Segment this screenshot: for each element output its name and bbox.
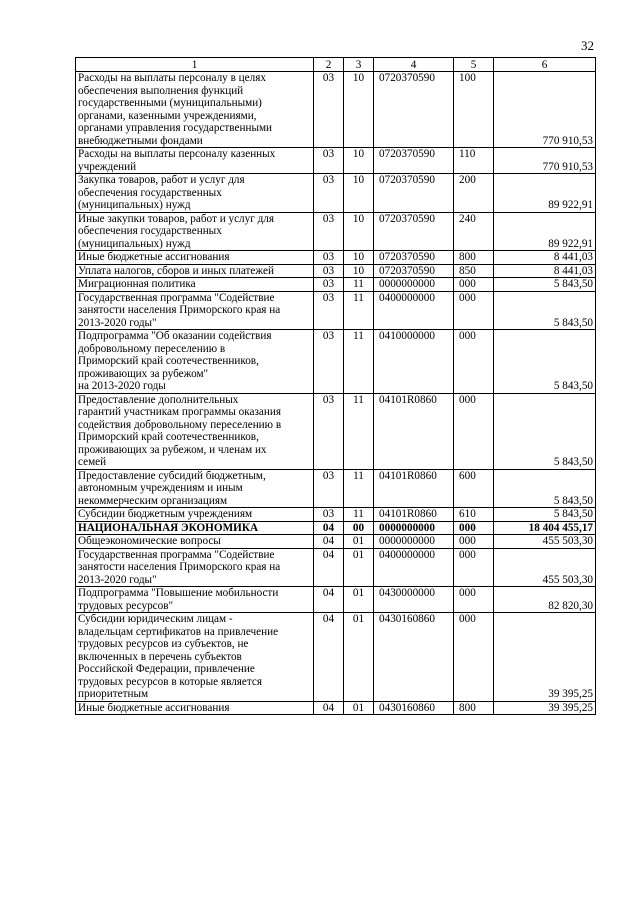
row-target-article-cell: 0720370590 bbox=[374, 212, 454, 251]
row-name-cell: Государственная программа "Содействие занятости населения Приморского края на 2013-2020 годы" bbox=[76, 291, 314, 330]
row-target-article-cell: 0430160860 bbox=[374, 613, 454, 702]
row-target-article-cell: 0720370590 bbox=[374, 174, 454, 213]
row-amount-cell: 89 922,91 bbox=[494, 212, 596, 251]
row-amount-cell: 5 843,50 bbox=[494, 278, 596, 292]
row-expense-type-cell: 000 bbox=[454, 330, 494, 394]
table-row bbox=[76, 264, 596, 278]
row-target-article-cell: 0000000000 bbox=[374, 521, 454, 535]
row-expense-type-cell: 800 bbox=[454, 251, 494, 265]
row-subsection-cell: 11 bbox=[344, 469, 374, 508]
row-amount-cell: 455 503,30 bbox=[494, 535, 596, 549]
page-number: 32 bbox=[581, 38, 594, 53]
row-section-cell: 03 bbox=[314, 393, 344, 469]
row-target-article-cell: 04101R0860 bbox=[374, 469, 454, 508]
row-subsection-cell: 01 bbox=[344, 587, 374, 613]
row-name-cell: Уплата налогов, сборов и иных платежей bbox=[76, 264, 314, 278]
row-expense-type-cell: 000 bbox=[454, 535, 494, 549]
row-section-cell: 04 bbox=[314, 548, 344, 587]
table-row bbox=[76, 587, 596, 613]
row-target-article-cell: 0720370590 bbox=[374, 72, 454, 148]
row-section-cell: 04 bbox=[314, 535, 344, 549]
row-amount-cell: 5 843,50 bbox=[494, 469, 596, 508]
table-header bbox=[76, 58, 596, 72]
table-row bbox=[76, 701, 596, 715]
row-subsection-cell: 00 bbox=[344, 521, 374, 535]
row-section-cell: 04 bbox=[314, 701, 344, 715]
table-row bbox=[76, 393, 596, 469]
row-expense-type-cell: 000 bbox=[454, 548, 494, 587]
row-amount-cell: 5 843,50 bbox=[494, 508, 596, 522]
row-subsection-cell: 10 bbox=[344, 212, 374, 251]
row-expense-type-cell: 240 bbox=[454, 212, 494, 251]
row-name-cell: Государственная программа "Содействие занятости населения Приморского края на 2013-2020 годы" bbox=[76, 548, 314, 587]
row-section-cell: 03 bbox=[314, 508, 344, 522]
header-col-6: 6 bbox=[494, 58, 596, 72]
header-col-5: 5 bbox=[454, 58, 494, 72]
row-expense-type-cell: 610 bbox=[454, 508, 494, 522]
row-subsection-cell: 10 bbox=[344, 148, 374, 174]
row-subsection-cell: 10 bbox=[344, 174, 374, 213]
row-subsection-cell: 01 bbox=[344, 701, 374, 715]
row-section-cell: 03 bbox=[314, 72, 344, 148]
budget-table bbox=[75, 57, 596, 715]
row-amount-cell: 455 503,30 bbox=[494, 548, 596, 587]
row-expense-type-cell: 100 bbox=[454, 72, 494, 148]
row-name-cell: Закупка товаров, работ и услуг для обеспечения государственных (муниципальных) нужд bbox=[76, 174, 314, 213]
table-row bbox=[76, 613, 596, 702]
row-subsection-cell: 01 bbox=[344, 613, 374, 702]
row-subsection-cell: 11 bbox=[344, 291, 374, 330]
row-amount-cell: 5 843,50 bbox=[494, 291, 596, 330]
row-expense-type-cell: 000 bbox=[454, 613, 494, 702]
row-amount-cell: 8 441,03 bbox=[494, 251, 596, 265]
row-expense-type-cell: 000 bbox=[454, 521, 494, 535]
row-section-cell: 04 bbox=[314, 613, 344, 702]
row-amount-cell: 39 395,25 bbox=[494, 701, 596, 715]
row-expense-type-cell: 110 bbox=[454, 148, 494, 174]
row-expense-type-cell: 850 bbox=[454, 264, 494, 278]
row-target-article-cell: 0720370590 bbox=[374, 148, 454, 174]
row-amount-cell: 5 843,50 bbox=[494, 330, 596, 394]
row-name-cell: Иные бюджетные ассигнования bbox=[76, 251, 314, 265]
row-expense-type-cell: 800 bbox=[454, 701, 494, 715]
header-col-1: 1 bbox=[76, 58, 314, 72]
row-amount-cell: 5 843,50 bbox=[494, 393, 596, 469]
header-col-4: 4 bbox=[374, 58, 454, 72]
row-subsection-cell: 10 bbox=[344, 72, 374, 148]
row-amount-cell: 89 922,91 bbox=[494, 174, 596, 213]
row-name-cell: Подпрограмма "Повышение мобильности трудовых ресурсов" bbox=[76, 587, 314, 613]
table-row bbox=[76, 535, 596, 549]
row-target-article-cell: 0400000000 bbox=[374, 291, 454, 330]
row-amount-cell: 770 910,53 bbox=[494, 72, 596, 148]
row-section-cell: 04 bbox=[314, 521, 344, 535]
row-target-article-cell: 0430000000 bbox=[374, 587, 454, 613]
row-target-article-cell: 0720370590 bbox=[374, 264, 454, 278]
row-section-cell: 03 bbox=[314, 291, 344, 330]
row-section-cell: 03 bbox=[314, 330, 344, 394]
row-expense-type-cell: 000 bbox=[454, 278, 494, 292]
row-name-cell: Подпрограмма "Об оказании содействия добровольному переселению в Приморский край соотечественников, проживающих за рубежом" на 2013-2020 годы bbox=[76, 330, 314, 394]
table-row bbox=[76, 521, 596, 535]
header-col-3: 3 bbox=[344, 58, 374, 72]
row-section-cell: 03 bbox=[314, 469, 344, 508]
row-target-article-cell: 0000000000 bbox=[374, 278, 454, 292]
row-amount-cell: 18 404 455,17 bbox=[494, 521, 596, 535]
row-name-cell: Иные закупки товаров, работ и услуг для обеспечения государственных (муниципальных) нужд bbox=[76, 212, 314, 251]
table-row bbox=[76, 212, 596, 251]
row-name-cell: Миграционная политика bbox=[76, 278, 314, 292]
header-col-2: 2 bbox=[314, 58, 344, 72]
header-row bbox=[76, 58, 596, 72]
row-section-cell: 03 bbox=[314, 174, 344, 213]
row-name-cell: НАЦИОНАЛЬНАЯ ЭКОНОМИКА bbox=[76, 521, 314, 535]
row-subsection-cell: 10 bbox=[344, 264, 374, 278]
row-target-article-cell: 0430160860 bbox=[374, 701, 454, 715]
row-name-cell: Расходы на выплаты персоналу в целях обеспечения выполнения функций государственными (муниципальными) органами, казенными учреждениями, органами управления государственными внебюджетными фондами bbox=[76, 72, 314, 148]
row-subsection-cell: 11 bbox=[344, 393, 374, 469]
row-expense-type-cell: 000 bbox=[454, 291, 494, 330]
table-row bbox=[76, 469, 596, 508]
row-subsection-cell: 01 bbox=[344, 535, 374, 549]
row-target-article-cell: 04101R0860 bbox=[374, 393, 454, 469]
row-subsection-cell: 01 bbox=[344, 548, 374, 587]
row-amount-cell: 39 395,25 bbox=[494, 613, 596, 702]
table-row bbox=[76, 174, 596, 213]
row-name-cell: Предоставление субсидий бюджетным, автономным учреждениям и иным некоммерческим организациям bbox=[76, 469, 314, 508]
row-target-article-cell: 0400000000 bbox=[374, 548, 454, 587]
row-name-cell: Общеэкономические вопросы bbox=[76, 535, 314, 549]
row-subsection-cell: 11 bbox=[344, 330, 374, 394]
table-body bbox=[76, 72, 596, 715]
row-section-cell: 04 bbox=[314, 587, 344, 613]
row-name-cell: Предоставление дополнительных гарантий участникам программы оказания содействия добровольному переселению в Приморский край соотечественников, проживающих за рубежом, и членам их семей bbox=[76, 393, 314, 469]
row-name-cell: Иные бюджетные ассигнования bbox=[76, 701, 314, 715]
row-expense-type-cell: 000 bbox=[454, 393, 494, 469]
row-amount-cell: 770 910,53 bbox=[494, 148, 596, 174]
table-row bbox=[76, 72, 596, 148]
row-target-article-cell: 0410000000 bbox=[374, 330, 454, 394]
row-target-article-cell: 04101R0860 bbox=[374, 508, 454, 522]
row-section-cell: 03 bbox=[314, 251, 344, 265]
row-name-cell: Расходы на выплаты персоналу казенных учреждений bbox=[76, 148, 314, 174]
row-subsection-cell: 11 bbox=[344, 278, 374, 292]
row-section-cell: 03 bbox=[314, 212, 344, 251]
row-target-article-cell: 0000000000 bbox=[374, 535, 454, 549]
table-row bbox=[76, 291, 596, 330]
table-row bbox=[76, 251, 596, 265]
row-name-cell: Субсидии бюджетным учреждениям bbox=[76, 508, 314, 522]
row-expense-type-cell: 200 bbox=[454, 174, 494, 213]
row-amount-cell: 82 820,30 bbox=[494, 587, 596, 613]
row-subsection-cell: 10 bbox=[344, 251, 374, 265]
row-section-cell: 03 bbox=[314, 264, 344, 278]
table-row bbox=[76, 330, 596, 394]
row-amount-cell: 8 441,03 bbox=[494, 264, 596, 278]
row-target-article-cell: 0720370590 bbox=[374, 251, 454, 265]
table-row bbox=[76, 508, 596, 522]
row-subsection-cell: 11 bbox=[344, 508, 374, 522]
row-section-cell: 03 bbox=[314, 278, 344, 292]
table-row bbox=[76, 148, 596, 174]
row-name-cell: Субсидии юридическим лицам - владельцам сертификатов на привлечение трудовых ресурсов из субъектов, не включенных в перечень субъектов Российской Федерации, привлечение трудовых ресурсов в которые является приоритетным bbox=[76, 613, 314, 702]
row-expense-type-cell: 600 bbox=[454, 469, 494, 508]
table-row bbox=[76, 278, 596, 292]
row-section-cell: 03 bbox=[314, 148, 344, 174]
table-row bbox=[76, 548, 596, 587]
row-expense-type-cell: 000 bbox=[454, 587, 494, 613]
